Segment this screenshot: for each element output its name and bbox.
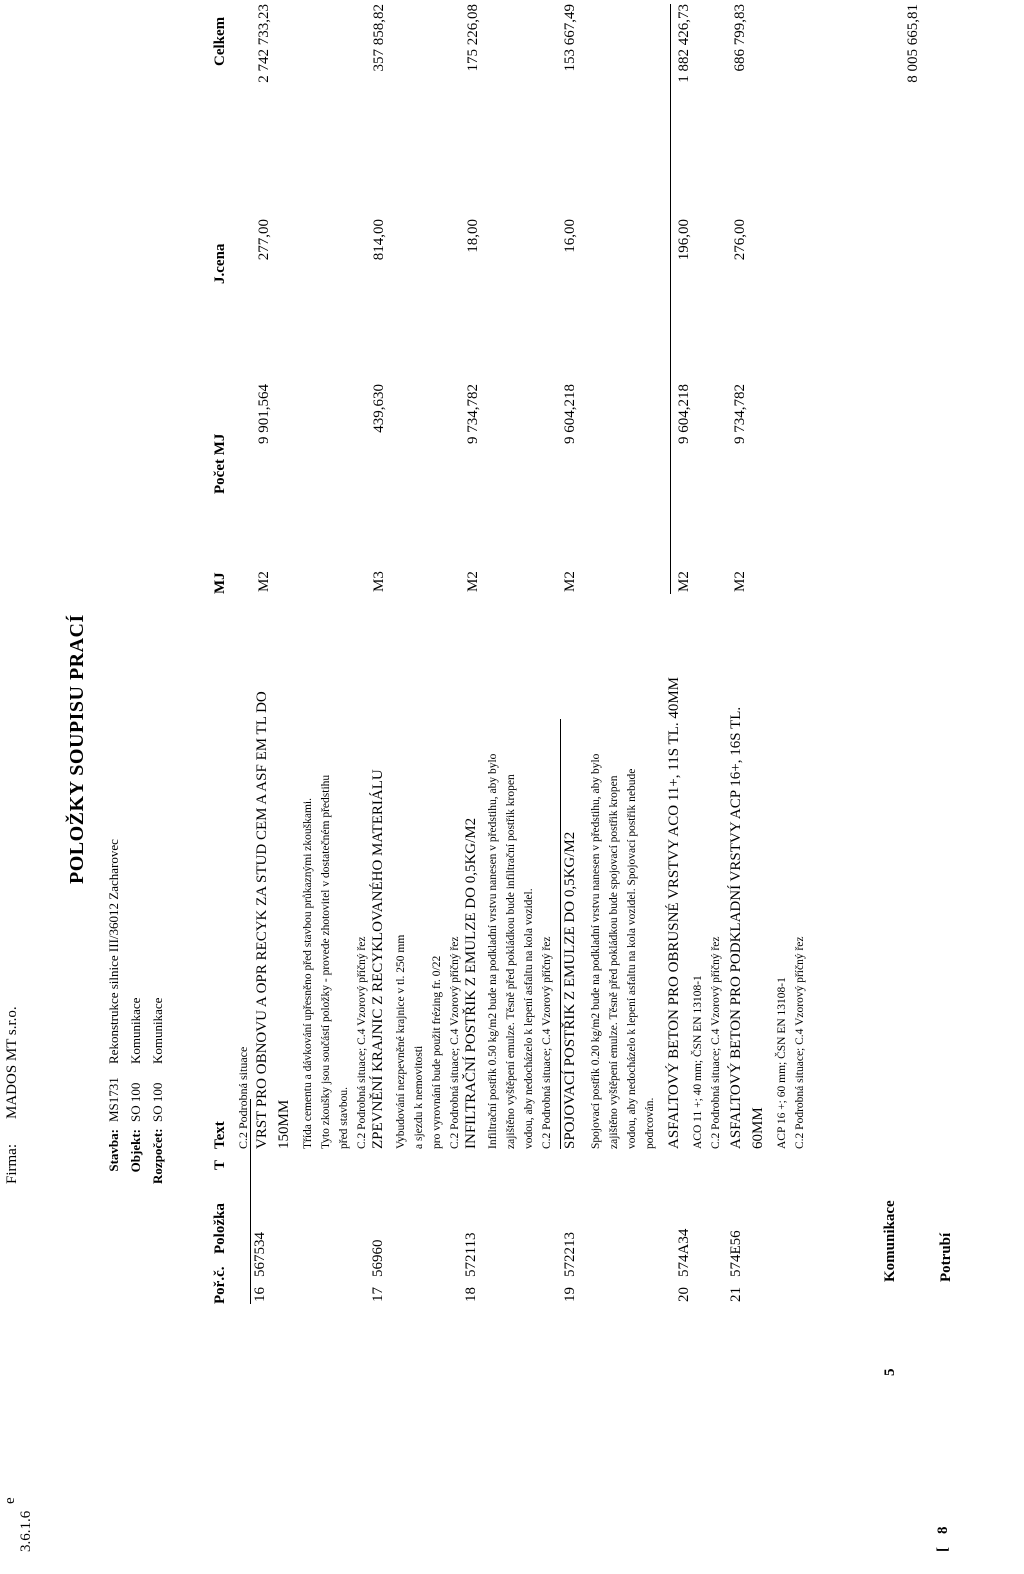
item-note: Třída cementu a dávkování upřesněno před stavbou průkaznými zkouškami. bbox=[302, 798, 314, 1149]
item-mj: M3 bbox=[371, 571, 387, 592]
item-celkem: 175 226,08 bbox=[465, 4, 481, 72]
item-celkem: 357 858,82 bbox=[371, 4, 387, 72]
item-cena: 18,00 bbox=[465, 219, 481, 253]
divider bbox=[250, 1099, 251, 1304]
firma-value: MADOS MT s.r.o. bbox=[4, 1006, 20, 1119]
item-pocet: 9 734,782 bbox=[732, 384, 748, 444]
item-title: ASFALTOVÝ BETON PRO PODKLADNÍ VRSTVY ACP 16+, 16S TL. bbox=[728, 706, 744, 1149]
item-mj: M2 bbox=[562, 571, 578, 592]
item-number: 19 bbox=[562, 1287, 578, 1302]
item-cena: 814,00 bbox=[371, 219, 387, 261]
item-mj: M2 bbox=[732, 571, 748, 592]
item-pocet: 9 604,218 bbox=[562, 384, 578, 444]
item-pocet: 9 901,564 bbox=[256, 384, 272, 444]
objekt-code: SO 100 bbox=[128, 1082, 143, 1122]
item-mj: M2 bbox=[465, 571, 481, 592]
item-title: VRST PRO OBNOVU A OPR RECYK ZA STUD CEM A ASF EM TL DO bbox=[254, 691, 270, 1149]
item-number: 18 bbox=[463, 1287, 479, 1302]
section-bracket: [ bbox=[935, 1547, 951, 1552]
section-mark: e bbox=[2, 1497, 18, 1504]
item-mj: M2 bbox=[676, 571, 692, 592]
col-mj: MJ bbox=[212, 572, 228, 594]
item-title: ZPEVNĚNÍ KRAJNIC Z RECYKLOVANÉHO MATERIÁLU bbox=[370, 769, 386, 1149]
item-pocet: 9 734,782 bbox=[465, 384, 481, 444]
item-celkem: 2 742 733,23 bbox=[256, 4, 272, 83]
item-code: 56960 bbox=[370, 1239, 386, 1277]
item-note: C.2 Podrobná situace; C.4 Vzorový příčný řez bbox=[449, 936, 461, 1149]
item-number: 21 bbox=[728, 1287, 744, 1302]
item-note: pro vyrovnání bude použit frézing fr. 0/22 bbox=[431, 955, 443, 1149]
item-note: podrcován. bbox=[644, 1097, 656, 1149]
col-text: Text bbox=[212, 1121, 228, 1149]
item-code: 574A34 bbox=[676, 1228, 692, 1277]
item-cena: 16,00 bbox=[562, 219, 578, 253]
objekt-label: Objekt: bbox=[128, 1129, 143, 1173]
col-polozka: Položka bbox=[212, 1203, 228, 1254]
item-number: 16 bbox=[252, 1287, 268, 1302]
item-note: Vybudování nezpevněné krajnice v tl. 250 mm bbox=[395, 934, 407, 1149]
item-note: zajištěno vyštěpení emulze. Těsně před pokládkou bude infiltrační postřik kropen bbox=[505, 774, 517, 1149]
item-cena: 196,00 bbox=[676, 219, 692, 261]
item-note: C.2 Podrobná situace; C.4 Vzorový příčný řez bbox=[356, 936, 368, 1149]
stavba-code: MS1731 bbox=[106, 1077, 121, 1122]
col-t: T bbox=[212, 1159, 228, 1170]
item-title: INFILTRAČNÍ POSTŘIK Z EMULZE DO 0,5KG/M2 bbox=[463, 817, 479, 1149]
item-pocet: 439,630 bbox=[371, 384, 387, 433]
rozpocet-code: SO 100 bbox=[150, 1082, 165, 1122]
divider bbox=[670, 4, 671, 594]
item-celkem: 153 667,49 bbox=[562, 4, 578, 72]
item-note: Infiltrační postřik 0.50 kg/m2 bude na podkladní vrstvu nanesen v předstihu, aby bylo bbox=[487, 753, 499, 1149]
item-pocet: 9 604,218 bbox=[676, 384, 692, 444]
col-pocet: Počet MJ bbox=[212, 433, 228, 494]
item-celkem: 686 799,83 bbox=[732, 4, 748, 72]
divider bbox=[560, 719, 561, 1149]
item-note: Tyto zkoušky jsou součástí položky - provede zhotovitel v dostatečném předstihu bbox=[320, 774, 332, 1149]
stavba-name: Rekonstrukce silnice III/36012 Zacharovec bbox=[106, 839, 121, 1064]
item-title: 60MM bbox=[750, 1107, 766, 1149]
item-cena: 276,00 bbox=[732, 219, 748, 261]
item-title: 150MM bbox=[276, 1099, 292, 1149]
item-title: SPOJOVACÍ POSTŘIK Z EMULZE DO 0,5KG/M2 bbox=[562, 831, 578, 1149]
item-code: 574E56 bbox=[728, 1230, 744, 1277]
item-number: 20 bbox=[676, 1287, 692, 1302]
section-total: 8 005 665,81 bbox=[905, 4, 921, 83]
item-number: 17 bbox=[370, 1287, 386, 1302]
section-number: 8 bbox=[935, 1526, 951, 1534]
item-code: 567534 bbox=[252, 1232, 268, 1277]
item-note: C.2 Podrobná situace; C.4 Vzorový příčný řez bbox=[541, 936, 553, 1149]
item-celkem: 1 882 426,73 bbox=[676, 4, 692, 83]
item-code: 572213 bbox=[562, 1232, 578, 1277]
col-celkem: Celkem bbox=[212, 16, 228, 66]
firma-label: Firma: bbox=[4, 1144, 20, 1184]
objekt-name: Komunikace bbox=[128, 997, 143, 1064]
section-name: Komunikace bbox=[882, 1200, 898, 1282]
item-note: vodou, aby nedocházelo k lepení asfaltu na kola vozidel. Spojovací postřik nebude bbox=[626, 768, 638, 1149]
item-note: ACP 16 +; 60 mm; ČSN EN 13108-1 bbox=[776, 977, 788, 1149]
item-note: před stavbou. bbox=[338, 1087, 350, 1149]
item-note: zajištěno vyštěpení emulze. Těsně před pokládkou bude spojovací postřik kropen bbox=[608, 775, 620, 1149]
item-note: ACO 11 +; 40 mm; ČSN EN 13108-1 bbox=[692, 975, 704, 1149]
section-number: 3.6.1.6 bbox=[18, 1510, 34, 1552]
section-number: 5 bbox=[882, 1368, 898, 1376]
section-name: Potrubí bbox=[938, 1232, 954, 1282]
col-cena: J.cena bbox=[212, 243, 228, 284]
item-note: C.2 Podrobná situace; C.4 Vzorový příčný řez bbox=[710, 936, 722, 1149]
item-title: ASFALTOVÝ BETON PRO OBRUSNÉ VRSTVY ACO 11+, 11S TL. 40MM bbox=[666, 676, 682, 1149]
col-por: Poř.č. bbox=[212, 1266, 228, 1304]
rozpocet-label: Rozpočet: bbox=[150, 1128, 165, 1184]
page-title: POLOŽKY SOUPISU PRACÍ bbox=[66, 614, 88, 884]
pre-note: C.2 Podrobná situace bbox=[236, 1046, 250, 1149]
item-cena: 277,00 bbox=[256, 219, 272, 261]
item-mj: M2 bbox=[256, 571, 272, 592]
item-code: 572113 bbox=[463, 1232, 479, 1277]
rozpocet-name: Komunikace bbox=[150, 997, 165, 1064]
item-note: C.2 Podrobná situace; C.4 Vzorový příčný řez bbox=[794, 936, 806, 1149]
item-note: Spojovací postřik 0.20 kg/m2 bude na podkladní vrstvu nanesen v předstihu, aby bylo bbox=[590, 753, 602, 1149]
stavba-label: Stavba: bbox=[106, 1129, 121, 1172]
item-note: a sjezdu k nemovitosti bbox=[413, 1045, 425, 1149]
item-note: vodou, aby nedocházelo k lepení asfaltu na kola vozidel. bbox=[523, 888, 535, 1149]
